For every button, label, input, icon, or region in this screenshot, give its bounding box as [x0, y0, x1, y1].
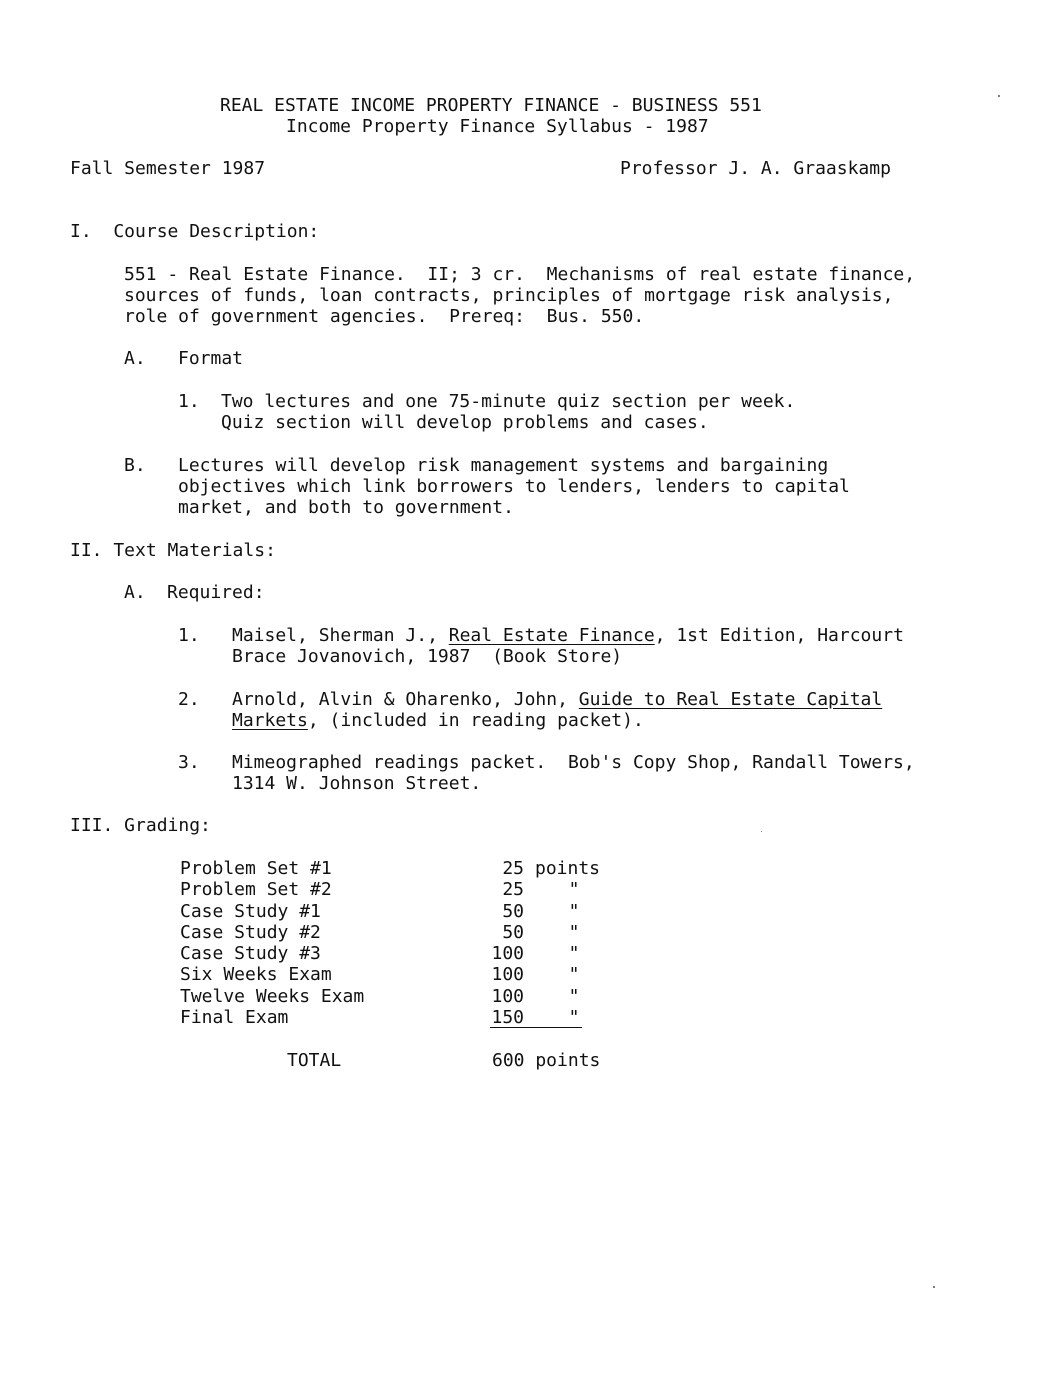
- lectures-line-2: objectives which link borrowers to lenders, lenders to capital: [178, 476, 850, 497]
- format-item-line-1: Two lectures and one 75-minute quiz section per week.: [221, 391, 796, 412]
- grading-row-5-item: Case Study #3: [180, 943, 321, 964]
- grading-row-8-unit: ": [568, 1007, 580, 1028]
- text-item-3-line-2: 1314 W. Johnson Street.: [232, 773, 482, 794]
- grading-row-8-points: 150: [491, 1007, 524, 1028]
- grading-row-4-points: 50: [502, 922, 524, 943]
- grading-row-6-points: 100: [491, 964, 524, 985]
- grading-row-6-unit: ": [568, 964, 580, 985]
- grading-row-4-unit: ": [568, 922, 580, 943]
- course-description-line-3: role of government agencies. Prereq: Bus. 550.: [124, 306, 645, 327]
- grading-row-3-points: 50: [502, 901, 524, 922]
- text-item-2-note: , (included in reading packet).: [307, 710, 644, 731]
- text-item-2-number: 2.: [178, 689, 200, 710]
- text-item-2-title: Guide to Real Estate Capital: [578, 689, 883, 710]
- lectures-line-1: Lectures will develop risk management systems and bargaining: [178, 455, 829, 476]
- text-item-1-line-1: [232, 625, 904, 646]
- semester: Fall Semester 1987: [70, 158, 266, 179]
- section-grading-heading: III. Grading:: [70, 815, 211, 836]
- text-item-3-line-1: Mimeographed readings packet. Bob's Copy Shop, Randall Towers,: [232, 752, 915, 773]
- section-course-description-heading: I. Course Description:: [70, 221, 320, 242]
- grading-row-1-points: 25: [502, 858, 524, 879]
- document-title: REAL ESTATE INCOME PROPERTY FINANCE - BUSINESS 551: [220, 95, 762, 116]
- text-item-1-author: Maisel, Sherman J.,: [232, 625, 449, 646]
- format-label: A.: [124, 348, 146, 369]
- lectures-line-3: market, and both to government.: [178, 497, 514, 518]
- grading-row-6-item: Six Weeks Exam: [180, 964, 332, 985]
- grading-row-3-item: Case Study #1: [180, 901, 321, 922]
- grading-row-2-points: 25: [502, 879, 524, 900]
- scan-speck: [933, 1286, 935, 1288]
- scan-speck: [761, 831, 762, 832]
- text-item-2-line-1: [232, 689, 882, 710]
- format-heading: Format: [178, 348, 244, 369]
- text-item-3-number: 3.: [178, 752, 200, 773]
- section-text-materials-heading: II. Text Materials:: [70, 540, 276, 561]
- grading-total-label: TOTAL: [287, 1050, 342, 1071]
- grading-row-5-points: 100: [491, 943, 524, 964]
- grading-row-7-points: 100: [491, 986, 524, 1007]
- professor: Professor J. A. Graaskamp: [620, 158, 891, 179]
- grading-row-7-item: Twelve Weeks Exam: [180, 986, 365, 1007]
- text-item-1-line-2: Brace Jovanovich, 1987 (Book Store): [232, 646, 623, 667]
- grading-row-1-item: Problem Set #1: [180, 858, 332, 879]
- grading-row-5-unit: ": [568, 943, 580, 964]
- grading-row-4-item: Case Study #2: [180, 922, 321, 943]
- course-description-line-2: sources of funds, loan contracts, principles of mortgage risk analysis,: [124, 285, 894, 306]
- grading-row-2-unit: ": [568, 879, 580, 900]
- required-label: A.: [124, 582, 146, 603]
- grading-row-1-unit: points: [535, 858, 601, 879]
- text-item-2-author: Arnold, Alvin & Oharenko, John,: [232, 689, 579, 710]
- text-item-1-number: 1.: [178, 625, 200, 646]
- grading-total-value: 600 points: [492, 1050, 601, 1071]
- format-item-line-2: Quiz section will develop problems and cases.: [221, 412, 709, 433]
- grading-row-7-unit: ": [568, 986, 580, 1007]
- total-underline: [490, 1027, 582, 1028]
- grading-row-8-item: Final Exam: [180, 1007, 289, 1028]
- scan-speck: [998, 95, 1000, 97]
- lectures-label: B.: [124, 455, 146, 476]
- format-item-number: 1.: [178, 391, 200, 412]
- course-description-line-1: 551 - Real Estate Finance. II; 3 cr. Mechanisms of real estate finance,: [124, 264, 916, 285]
- document-subtitle: Income Property Finance Syllabus - 1987: [286, 116, 709, 137]
- required-heading: Required:: [167, 582, 265, 603]
- grading-row-3-unit: ": [568, 901, 580, 922]
- text-item-1-title: Real Estate Finance: [448, 625, 655, 646]
- text-item-1-edition: , 1st Edition, Harcourt: [654, 625, 904, 646]
- text-item-2-title-cont: Markets: [232, 710, 308, 731]
- text-item-2-line-2: [232, 710, 644, 731]
- grading-row-2-item: Problem Set #2: [180, 879, 332, 900]
